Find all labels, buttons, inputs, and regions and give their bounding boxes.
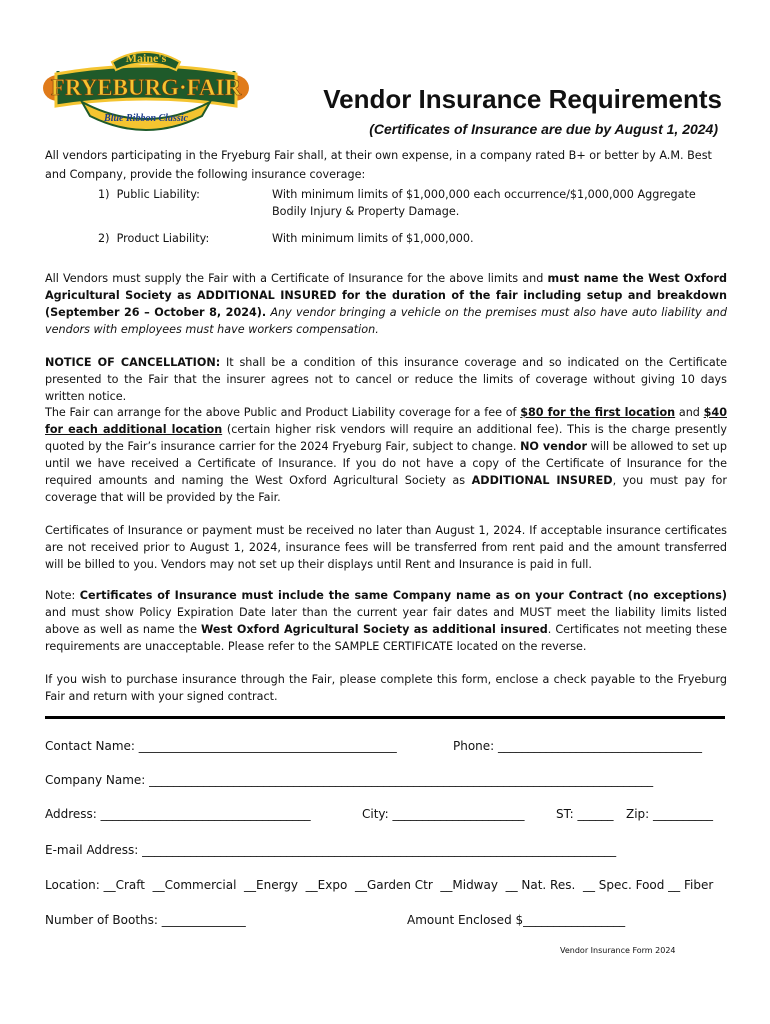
logo-text-fryeburg-fair: FRYEBURG·FAIR [50,75,242,100]
certificate-paragraph [45,270,727,338]
fair-logo-graphic [42,40,250,138]
fee-text-3: (certain higher risk vendors will require an additional fee). This is the charge presently quoted by the Fair’s insurance carrier for the 2024 Fryeburg Fair, subject to change. [45,423,727,453]
notice-heading: NOTICE OF CANCELLATION: [45,356,221,369]
certificate-text: All Vendors must supply the Fair with a Certificate of Insurance for the above limits and [45,272,548,285]
address-field[interactable]: Address: ___________________________________ [45,807,311,821]
intro-line-2: and Company, provide the following insurance coverage: [45,168,366,181]
contact-name-field[interactable]: Contact Name: ___________________________________________ [45,739,397,753]
note-paragraph [45,587,727,655]
coverage-item-1 [98,186,200,203]
intro-line-1: All vendors participating in the Fryeburg Fair shall, at their own expense, in a company rated B+ or better by A.M. Best [45,149,712,162]
deadline-paragraph: Certificates of Insurance or payment must be received no later than August 1, 2024. If acceptable insurance certificates are not received prior to August 1, 2024, insurance fees will be transferred from rent paid and the amount transferred will be billed to you. Vendors may not set up their displays until Rent and Insurance is paid in full. [45,524,727,571]
fee-text-4: will be allowed to set up until we have received a Certificate of Insurance. If you do not have a copy of the Certificate of Insurance for the required amounts and naming the West Oxford Agricultural Society as [45,440,727,487]
coverage-item-1-num: 1) [98,188,110,201]
amount-enclosed-field[interactable]: Amount Enclosed $_________________ [407,913,626,927]
zip-field[interactable]: Zip: __________ [626,807,714,821]
note-text-2: and must show Policy Expiration Date later than the current year fair dates and MUST meet the liability limits listed above as well as name the [45,606,727,636]
coverage-item-1-desc: With minimum limits of $1,000,000 each occurrence/$1,000,000 Aggregate Bodily Injury & Property Damage. [272,188,696,218]
purchase-paragraph: If you wish to purchase insurance through the Fair, please complete this form, enclose a check payable to the Fryeburg Fair and return with your signed contract. [45,673,727,703]
booths-field[interactable]: Number of Booths: ______________ [45,913,246,927]
note-bold-2: West Oxford Agricultural Society as additional insured [200,623,548,636]
fryeburg-fair-logo [42,40,250,138]
certificate-bold-text: must name the West Oxford Agricultural Society as ADDITIONAL INSURED for the duration of the fair including setup and breakdown (September 26 – October 8, 2024). [45,272,727,319]
fee-text-2: and [675,406,704,419]
form-footer: Vendor Insurance Form 2024 [560,946,676,955]
notice-paragraph [45,354,727,405]
page-title: Vendor Insurance Requirements [323,84,722,114]
note-label: Note: [45,589,80,602]
coverage-item-2 [98,230,209,247]
city-field[interactable]: City: ______________________ [362,807,525,821]
logo-text-maines: Maine's [125,51,167,65]
fee-no-vendor: NO vendor [520,440,587,453]
logo-text-blue-ribbon: Blue Ribbon Classic [104,113,188,124]
coverage-item-2-name: Product Liability: [116,232,210,245]
certificate-italic-text: Any vendor bringing a vehicle on the premises must also have auto liability and vendors with employees must have workers compensation. [45,306,727,336]
fee-additional-insured: ADDITIONAL INSURED [471,474,613,487]
fee-additional-location: $40 for each additional location [45,406,727,436]
fee-text-5: , you must pay for coverage that will be provided by the Fair. [45,474,727,504]
note-text-3: . Certificates not meeting these requirements are unacceptable. Please refer to the SAMPLE CERTIFICATE located on the reverse. [45,623,727,653]
fee-text-1: The Fair can arrange for the above Public and Product Liability coverage for a fee of [45,406,521,419]
email-field[interactable]: E-mail Address: _______________________________________________________________________________ [45,843,617,857]
note-bold-1: Certificates of Insurance must include the same Company name as on your Contract (no exceptions) [79,589,728,602]
notice-text: It shall be a condition of this insurance coverage and so indicated on the Certificate presented to the Fair that the insurer agrees not to cancel or reduce the limits of coverage without giving 10 days written notice. [45,356,727,403]
state-field[interactable]: ST: ______ [556,807,614,821]
phone-field[interactable]: Phone: __________________________________ [453,739,703,753]
coverage-item-1-name: Public Liability: [116,188,200,201]
company-name-field[interactable]: Company Name: ____________________________________________________________________________________ [45,773,654,787]
fee-first-location: $80 for the first location [520,406,676,419]
fee-paragraph [45,404,727,506]
location-options[interactable]: Location: __Craft __Commercial __Energy __Expo __Garden Ctr __Midway __ Nat. Res. __ Spec. Food __ Fiber [45,878,714,892]
coverage-item-2-desc: With minimum limits of $1,000,000. [272,232,474,245]
page-subtitle: (Certificates of Insurance are due by August 1, 2024) [369,121,718,137]
form-divider [45,716,725,719]
coverage-item-2-num: 2) [98,232,110,245]
